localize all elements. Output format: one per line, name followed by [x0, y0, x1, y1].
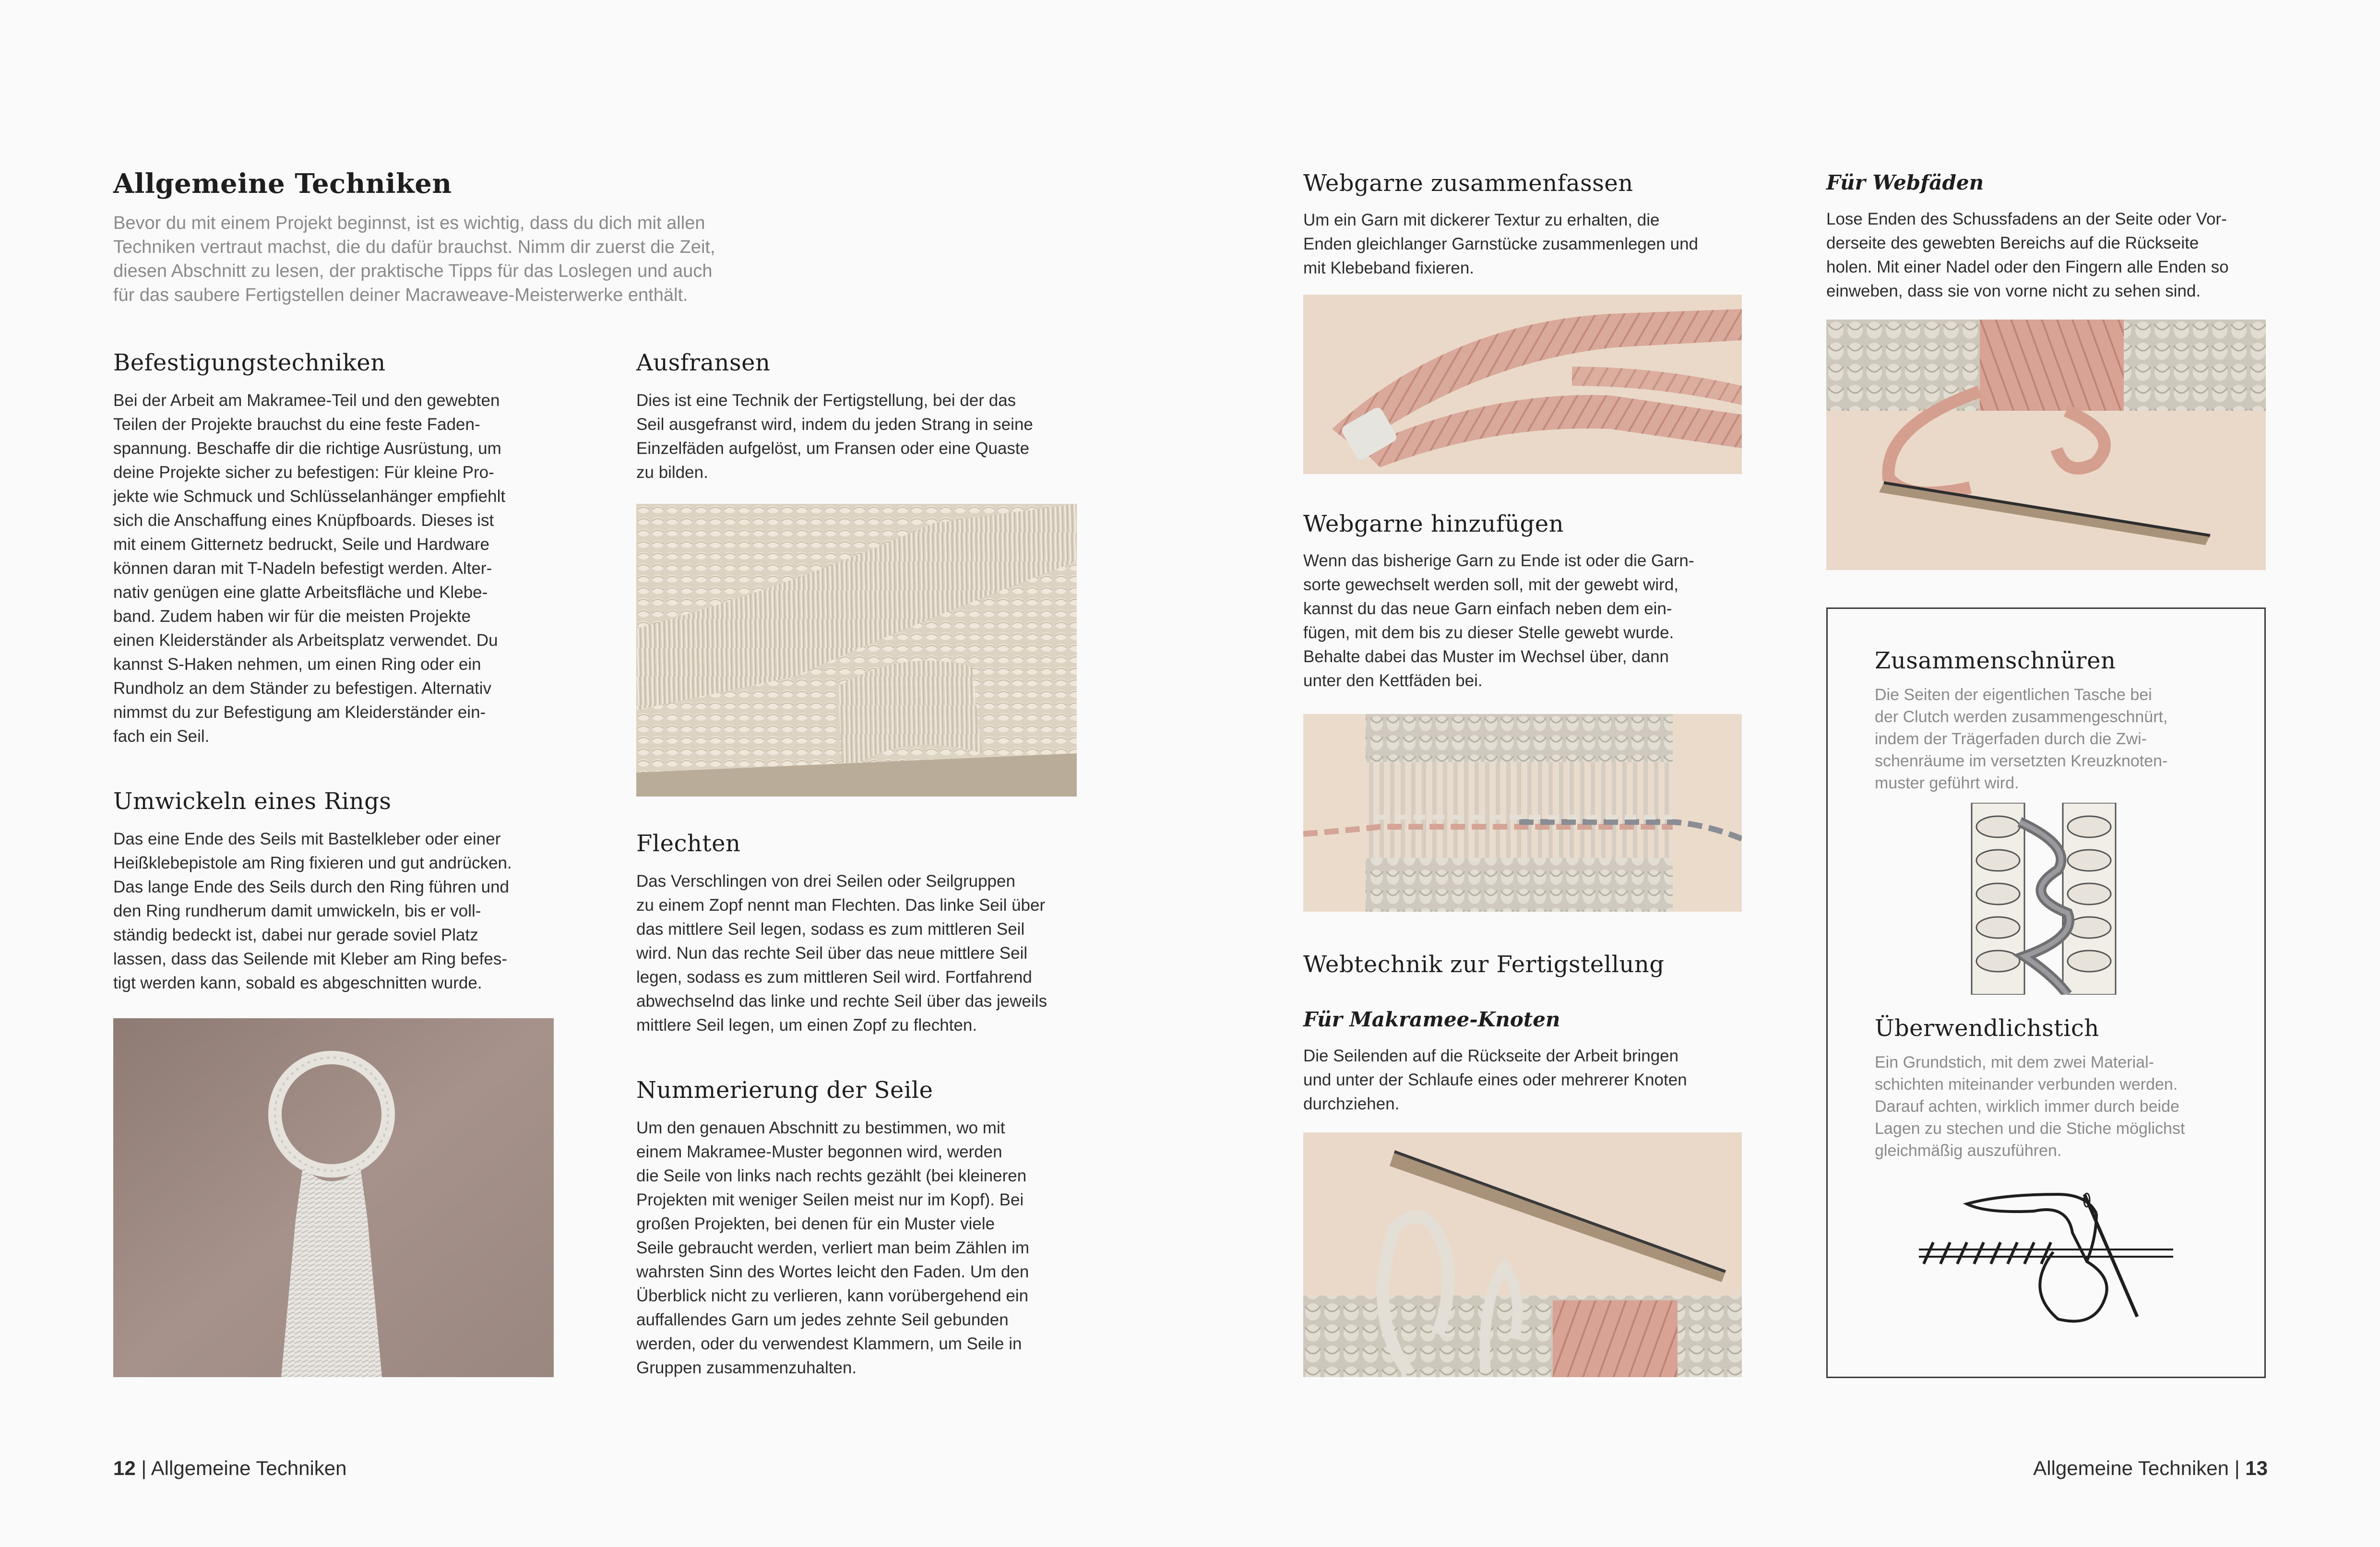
heading-zusammenschnueren: Zusammenschnüren	[1875, 647, 2116, 674]
footer-left	[113, 1457, 347, 1480]
whipstitch-illustration	[1914, 1175, 2183, 1329]
finishing-weft-photo	[1826, 320, 2266, 570]
heading-ueberwendlichstich: Überwendlichstich	[1875, 1015, 2099, 1042]
text-webfaeden: Lose Enden des Schussfadens an der Seite oder Vor- derseite des gewebten Bereichs auf die Rückseite holen. Mit einer Nadel oder den Fingern alle Enden so einweben, dass sie von vorne nicht zu sehen sind.	[1826, 210, 2229, 300]
page-title: Allgemeine Techniken	[113, 168, 452, 200]
yarn-bundle-photo	[1303, 295, 1742, 474]
heading-befestigung: Befestigungstechniken	[113, 349, 386, 376]
footer-right	[2033, 1457, 2268, 1480]
text-hinzufuegen: Wenn das bisherige Garn zu Ende ist oder die Garn- sorte gewechselt werden soll, mit der gewebt wird, kannst du das neue Garn einfach neben dem ein- fügen, mit dem bis zu dieser Stelle gewebt wurde. Behalte dabei das Muster im Wechsel über, dann unter den Kettfäden bei.	[1303, 551, 1694, 690]
text-ausfransen: Dies ist eine Technik der Fertigstellung, bei der das Seil ausgefranst wird, indem du jeden Strang in seine Einzelfäden aufgelöst, um Fransen oder eine Quaste zu bilden.	[636, 391, 1033, 482]
footer-label-left: Allgemeine Techniken	[151, 1457, 347, 1479]
text-ueberwendlichstich: Ein Grundstich, mit dem zwei Material- schichten miteinander verbunden werden. Darauf achten, wirklich immer durch beide Lagen zu stechen und die Stiche möglichst gleichmäßig auszuführen.	[1875, 1053, 2185, 1160]
text-makramee-knoten: Die Seilenden auf die Rückseite der Arbeit bringen und unter der Schlaufe eines oder mehrerer Knoten durchziehen.	[1303, 1047, 1687, 1113]
text-zusammenschnueren: Die Seiten der eigentlichen Tasche bei der Clutch werden zusammengeschnürt, indem der Trägerfaden durch die Zwi- schenräume im versetzten Kreuzknoten- muster geführt wird.	[1875, 686, 2168, 792]
subheading-webfaeden: Für Webfäden	[1826, 171, 1984, 194]
heading-nummerierung: Nummerierung der Seile	[636, 1077, 933, 1104]
footer-label-right: Allgemeine Techniken	[2033, 1457, 2229, 1479]
heading-flechten: Flechten	[636, 830, 741, 857]
heading-hinzufuegen: Webgarne hinzufügen	[1303, 511, 1564, 537]
text-umwickeln: Das eine Ende des Seils mit Bastelkleber oder einer Heißklebepistole am Ring fixieren und gut andrücken. Das lange Ende des Seils durch den Ring führen und den Ring rundherum damit umwickeln, bis er voll- ständig bedeckt ist, dabei nur gerade soviel Platz lassen, dass das Seilende mit Kleber am Ring befes- tigt werden kann, sobald es abgeschnitten wurde.	[113, 830, 512, 992]
page-number-right: 13	[2245, 1457, 2268, 1479]
page-number-left: 12	[113, 1457, 136, 1479]
heading-ausfransen: Ausfransen	[636, 349, 771, 376]
finishing-knots-photo	[1303, 1132, 1742, 1377]
heading-zusammenfassen: Webgarne zusammenfassen	[1303, 170, 1633, 197]
ring-photo	[113, 1018, 554, 1377]
lacing-illustration	[1962, 803, 2125, 995]
heading-webtechnik: Webtechnik zur Fertigstellung	[1303, 951, 1665, 978]
text-befestigung: Bei der Arbeit am Makramee-Teil und den gewebten Teilen der Projekte brauchst du eine feste Faden- spannung. Beschaffe dir die richtige Ausrüstung, um deine Projekte sicher zu befestigen: Für kleine Pro- jekte wie Schmuck und Schlüsselanhänger empfiehlt sich die Anschaffung eines Knüpfboards. Dieses ist mit einem Gitternetz bedruckt, Seile und Hardware können daran mit T-Nadeln befestigt werden. Alter- nativ genügen eine glatte Arbeitsfläche und Klebe- band. Zudem haben wir für die meisten Projekte einen Kleiderständer als Arbeitsplatz verwendet. Du kannst S-Haken nehmen, um einen Ring oder ein Rundholz an dem Ständer zu befestigen. Alternativ nimmst du zur Befestigung am Kleiderständer ein- fach ein Seil.	[113, 391, 506, 746]
text-nummerierung: Um den genauen Abschnitt zu bestimmen, wo mit einem Makramee-Muster begonnen wird, werden die Seile von links nach rechts gezählt (bei kleineren Projekten mit weniger Seilen meist nur im Kopf). Bei großen Projekten, bei denen für ein Muster viele Seile gebraucht werden, verliert man beim Zählen im wahrsten Sinn des Wortes leicht den Faden. Um den Überblick nicht zu verlieren, kann vorübergehend ein auffallendes Garn um jedes zehnte Seil gebunden werden, oder du verwendest Klammern, um Seile in Gruppen zusammenzuhalten.	[636, 1119, 1029, 1377]
footer-separator-right: |	[2234, 1457, 2240, 1479]
text-flechten: Das Verschlingen von drei Seilen oder Seilgruppen zu einem Zopf nennt man Flechten. Das linke Seil über das mittlere Seil legen, sodass es zum mittleren Seil wird. Nun das rechte Seil über das neue mittlere Seil legen, sodass es zum mittleren Seil wird. Fortfahrend abwechselnd das linke und rechte Seil über das jeweils mittlere Seil legen, um einen Zopf zu flechten.	[636, 872, 1047, 1035]
subheading-makramee: Für Makramee-Knoten	[1303, 1008, 1560, 1031]
heading-umwickeln: Umwickeln eines Rings	[113, 788, 392, 815]
weaving-add-photo	[1303, 714, 1742, 912]
fringe-photo	[636, 504, 1077, 797]
intro-text: Bevor du mit einem Projekt beginnst, ist es wichtig, dass du dich mit allen Techniken vertraut machst, die du dafür brauchst. Nimm dir zuerst die Zeit, diesen Abschnitt zu lesen, der praktische Tipps für das Loslegen und auch für das saubere Fertigstellen deiner Macraweave-Meisterwerke enthält.	[113, 213, 715, 305]
info-box	[1826, 607, 2266, 1378]
footer-separator-left: |	[141, 1457, 147, 1479]
text-zusammenfassen: Um ein Garn mit dickerer Textur zu erhalten, die Enden gleichlanger Garnstücke zusammenlegen und mit Klebeband fixieren.	[1303, 211, 1699, 277]
